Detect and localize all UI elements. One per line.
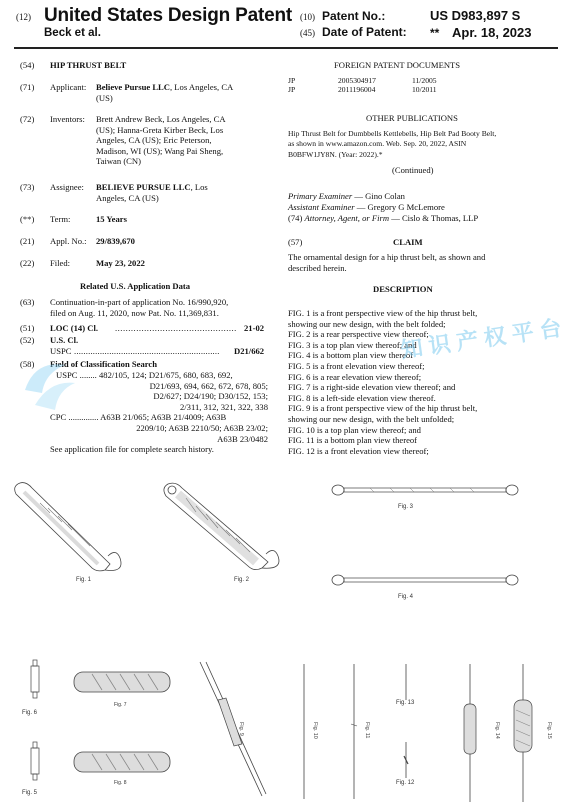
us-cl-code: (52) (20, 335, 35, 345)
watermark-text: 知识产权平台 (399, 314, 570, 363)
related-heading: Related U.S. Application Data (80, 281, 191, 291)
date-prefix: (45) (300, 28, 315, 38)
date-label: Date of Patent: (322, 25, 407, 39)
field-line: USPC ........ 482/105, 124; D21/675, 680, 683, 692, (56, 370, 233, 380)
assistant-examiner (288, 202, 445, 213)
term-label: Term: (50, 214, 71, 224)
primary-examiner (288, 191, 405, 202)
assignee-location: Angeles, CA (US) (96, 193, 159, 203)
other-pubs-line: as shown in www.amazon.com. Web. Sep. 20, 2022, ASIN (288, 139, 467, 149)
inventors-code: (72) (20, 114, 35, 124)
field-line: See application file for complete search history. (50, 444, 214, 455)
field-code: (58) (20, 359, 35, 369)
appl-no-label: Appl. No.: (50, 236, 87, 246)
title-code: (54) (20, 60, 35, 70)
term-code: (**) (20, 214, 35, 224)
description-line: showing our new design, with the belt folded; (288, 318, 446, 329)
loc-code: (51) (20, 323, 35, 333)
fig14-drawing (458, 664, 482, 802)
description-line: FIG. 10 is a top plan view thereof; and (288, 424, 421, 435)
patent-title: United States Design Patent (44, 5, 292, 26)
description-line: FIG. 3 is a top plan view thereof; and (288, 339, 417, 350)
assignee-code: (73) (20, 182, 35, 192)
fig13-caption: Fig. 13 (396, 700, 415, 706)
fig4-caption: Fig. 4 (398, 594, 414, 600)
foreign-doc-row (288, 85, 437, 94)
attorney-name: — Cislo & Thomas, LLP (389, 213, 479, 223)
inventors-line: (US); Hanna-Greta Kirber Beck, Los (96, 124, 224, 135)
fig5-drawing (28, 742, 44, 782)
primary-examiner-name: — Gino Colan (352, 191, 405, 201)
inventors-line: Taiwan (CN) (96, 156, 141, 167)
applicant-label: Applicant: (50, 82, 87, 92)
filed-value: May 23, 2022 (96, 258, 145, 268)
fig1-caption: Fig. 1 (76, 577, 92, 583)
field-line: CPC .............. A63B 21/065; A63B 21/4009; A63B (50, 412, 227, 423)
foreign-docs (288, 76, 437, 94)
fig14-caption: Fig. 14 (494, 722, 500, 739)
claim-text (288, 252, 485, 273)
date-of-patent: Apr. 18, 2023 (452, 25, 532, 40)
applicant-name: Believe Pursue LLC (96, 82, 170, 92)
claim-line: described herein. (288, 262, 347, 273)
fig10-caption: Fig. 10 (312, 722, 318, 739)
foreign-number: 2011196004 (338, 85, 376, 94)
fig4-drawing (330, 570, 520, 590)
foreign-heading: FOREIGN PATENT DOCUMENTS (334, 60, 461, 70)
patent-number: US D983,897 S (430, 8, 521, 23)
fig10-drawing (300, 664, 308, 799)
attorney-label: Attorney, Agent, or Firm (304, 213, 390, 223)
other-pubs-heading: OTHER PUBLICATIONS (366, 113, 458, 123)
assignee-label: Assignee: (50, 182, 84, 192)
field-line: 2209/10; A63B 2210/50; A63B 23/02; (136, 422, 268, 433)
continuation-text (50, 297, 228, 318)
patent-no-label: Patent No.: (322, 9, 386, 23)
patent-no-prefix: (10) (300, 12, 315, 22)
foreign-country: JP (288, 85, 296, 94)
description-line: FIG. 6 is a rear elevation view thereof; (288, 371, 422, 382)
claim-line: The ornamental design for a hip thrust belt, as shown and (288, 252, 486, 262)
applicant-country: (US) (96, 93, 113, 103)
other-pubs-line: Hip Thrust Belt for Dumbbells Kettlebells, Hip Belt Pad Booty Belt, (288, 129, 497, 138)
claim-code: (57) (288, 237, 303, 247)
loc-value: 21-02 (244, 323, 265, 333)
fig12-caption: Fig. 12 (396, 780, 415, 786)
assignee-city: , Los (190, 182, 208, 192)
filed-label: Filed: (50, 258, 71, 268)
fig2-caption: Fig. 2 (234, 577, 250, 583)
inventors-line: Angeles, CA (US); Eric Peterson, (96, 135, 212, 146)
applicant-value (96, 82, 233, 93)
fig9-caption: Fig. 9 (238, 722, 244, 736)
field-line: A63B 23/0482 (217, 433, 268, 444)
fig9-drawing (196, 660, 266, 800)
description-line: FIG. 12 is a front elevation view thereof; (288, 445, 429, 456)
other-pubs-line: B0BFW1JY8N. (Year: 2022).* (288, 149, 383, 159)
assignee-value (96, 182, 208, 193)
fig3-drawing (330, 480, 520, 500)
fig12-drawing (402, 742, 410, 778)
assistant-examiner-label: Assistant Examiner (288, 202, 355, 212)
description-line: FIG. 5 is a front elevation view thereof; (288, 360, 425, 371)
field-label: Field of Classification Search (50, 359, 158, 369)
field-line: 2/311, 312, 321, 322, 338 (179, 401, 268, 412)
continuation-code: (63) (20, 297, 35, 307)
continued-note: (Continued) (392, 165, 434, 175)
fig8-drawing (72, 748, 172, 778)
fig7-drawing (72, 668, 172, 698)
appl-no-code: (21) (20, 236, 35, 246)
design-title: HIP THRUST BELT (50, 60, 127, 70)
field-line: D2/627; D24/190; D30/152, 153; (153, 391, 268, 402)
us-cl-label: U.S. Cl. (50, 335, 79, 345)
attorney-code: (74) (288, 213, 303, 223)
uspc-label: USPC (50, 346, 72, 356)
foreign-doc-row (288, 76, 437, 85)
fig2-drawing (158, 478, 288, 578)
fig15-drawing (508, 664, 538, 802)
description-line: FIG. 4 is a bottom plan view thereof (288, 350, 414, 361)
description-heading: DESCRIPTION (373, 284, 433, 294)
description-line: FIG. 9 is a front perspective view of the hip thrust belt, (288, 403, 478, 414)
description-line: FIG. 8 is a left-side elevation view thereof. (288, 392, 436, 403)
fig6-caption: Fig. 6 (22, 710, 38, 716)
loc-dots: .............................................. (115, 323, 237, 333)
fig6-drawing (28, 660, 44, 700)
primary-examiner-label: Primary Examiner (288, 191, 353, 201)
uspc-dots: .............................................................. (74, 346, 220, 356)
kind-code-prefix: (12) (16, 12, 31, 22)
fig8-caption: Fig. 8 (114, 780, 127, 786)
foreign-country: JP (288, 76, 296, 85)
foreign-number: 2005304917 (338, 76, 376, 85)
uspc-value: D21/662 (234, 346, 265, 356)
header-rule (14, 47, 558, 49)
date-stars: ** (430, 26, 440, 40)
assignee-name: BELIEVE PURSUE LLC (96, 182, 191, 192)
continuation-line: Continuation-in-part of application No. 16/990,920, (50, 297, 229, 307)
fig11-drawing (350, 664, 358, 799)
field-search-list (50, 370, 268, 455)
fig1-drawing (10, 478, 130, 578)
inventors-line: Madison, WI (US); Wang Pai Sheng, (96, 145, 224, 156)
applicant-code: (71) (20, 82, 35, 92)
assistant-examiner-name: — Gregory G McLemore (354, 202, 445, 212)
description-line: showing our new design, with the belt unfolded; (288, 413, 455, 424)
claim-heading: CLAIM (393, 237, 423, 247)
loc-label: LOC (14) Cl. (50, 323, 98, 333)
other-pubs-text (288, 129, 550, 160)
description-line: FIG. 2 is a rear perspective view thereof; (288, 329, 429, 340)
continuation-line: filed on Aug. 11, 2020, now Pat. No. 11,369,831. (50, 307, 219, 318)
fig7-caption: Fig. 7 (114, 702, 127, 708)
filed-code: (22) (20, 258, 35, 268)
fig11-caption: Fig. 11 (364, 722, 370, 739)
fig13-drawing (402, 664, 410, 700)
appl-no-value: 29/839,670 (96, 236, 135, 246)
applicant-city: , Los Angeles, CA (170, 82, 234, 92)
fig3-caption: Fig. 3 (398, 504, 414, 510)
inventors-line: Brett Andrew Beck, Los Angeles, CA (96, 114, 226, 124)
term-value: 15 Years (96, 214, 127, 224)
inventors-list (96, 114, 271, 167)
foreign-date: 11/2005 (412, 76, 437, 85)
watermark-logo-icon (20, 355, 80, 415)
description-line: FIG. 1 is a front perspective view of the hip thrust belt, (288, 308, 478, 318)
description-line: FIG. 7 is a right-side elevation view thereof; and (288, 382, 456, 393)
attorney-line (288, 213, 478, 224)
description-line: FIG. 11 is a bottom plan view thereof (288, 435, 418, 446)
fig5-caption: Fig. 5 (22, 790, 38, 796)
fig15-caption: Fig. 15 (546, 722, 552, 739)
inventors-label: Inventors: (50, 114, 85, 124)
foreign-date: 10/2011 (412, 85, 437, 94)
field-line: D21/693, 694, 662, 672, 678, 805; (149, 380, 268, 391)
inventors-short: Beck et al. (44, 27, 101, 39)
